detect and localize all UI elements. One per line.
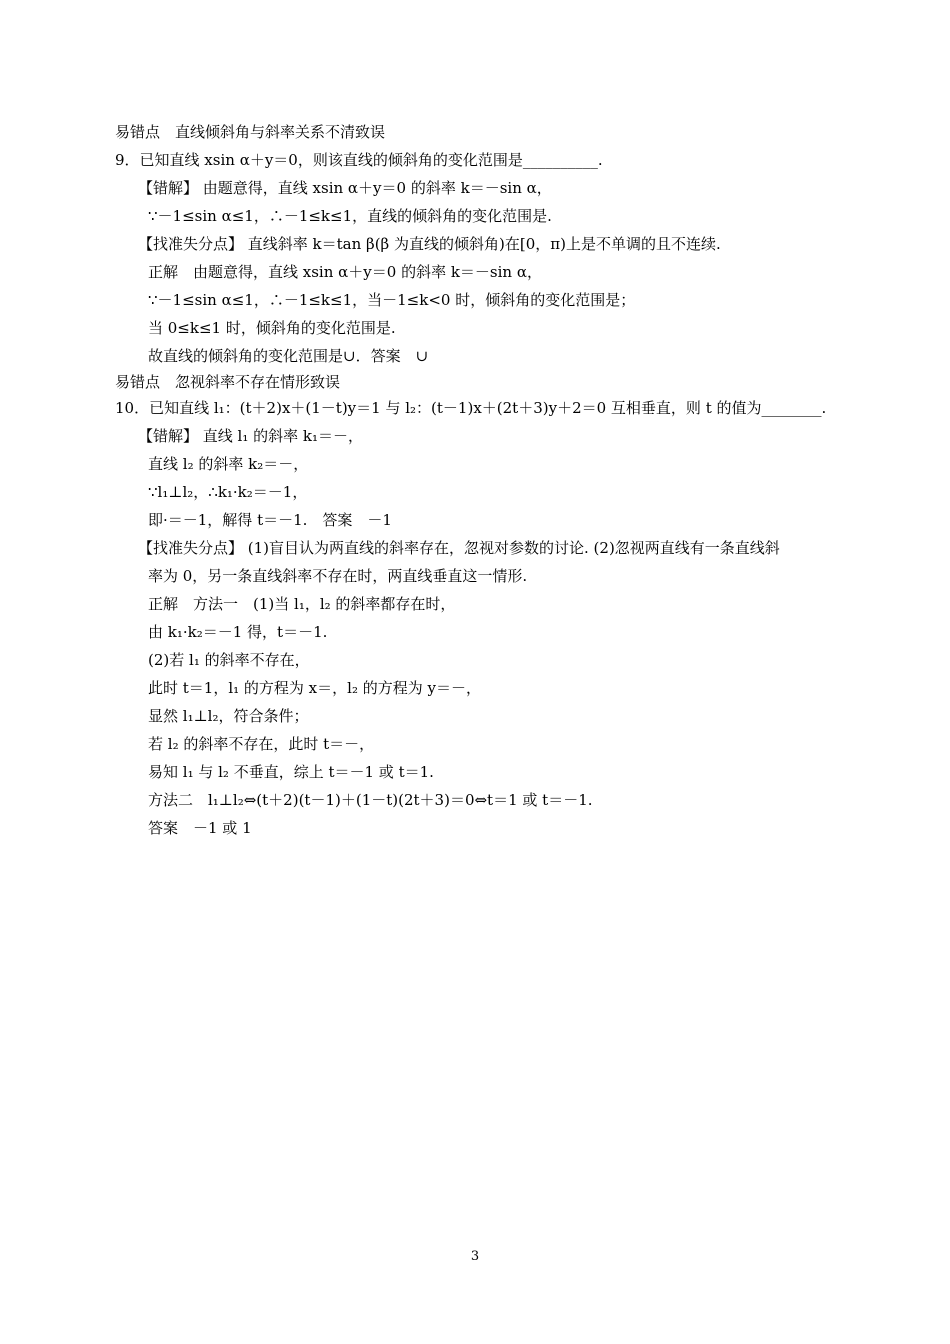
correct-solution-line: 正解 由题意得，直线 xsin α＋y＝0 的斜率 k＝－sin α， bbox=[148, 263, 542, 281]
answer-line: 故直线的倾斜角的变化范围是∪．答案 ∪ bbox=[148, 347, 429, 365]
wrong-solution-line: 直线 l₂ 的斜率 k₂＝－， bbox=[148, 455, 309, 473]
correct-solution-line: (2)若 l₁ 的斜率不存在， bbox=[148, 651, 310, 669]
correct-solution-line: 正解 方法一 (1)当 l₁，l₂ 的斜率都存在时， bbox=[148, 595, 456, 613]
wrong-solution-line: 即·＝－1，解得 t＝－1. 答案 －1 bbox=[148, 511, 392, 529]
correct-solution-line: 显然 l₁⊥l₂，符合条件； bbox=[148, 707, 309, 725]
correct-solution-line: ∵－1≤sin α≤1，∴－1≤k≤1，当－1≤k<0 时，倾斜角的变化范围是； bbox=[148, 291, 636, 309]
wrong-solution-line: 【错解】 由题意得，直线 xsin α＋y＝0 的斜率 k＝－sin α， bbox=[138, 179, 552, 197]
answer-line: 答案 －1 或 1 bbox=[148, 819, 252, 837]
error-point-line: 【找准失分点】 (1)盲目认为两直线的斜率存在，忽视对参数的讨论. (2)忽视两直线有一条直线斜 bbox=[138, 539, 780, 557]
correct-solution-line: 此时 t＝1，l₁ 的方程为 x＝，l₂ 的方程为 y＝－， bbox=[148, 679, 481, 697]
wrong-solution-line: ∵l₁⊥l₂，∴k₁·k₂＝－1， bbox=[148, 483, 308, 501]
question-10: 10．已知直线 l₁：(t＋2)x＋(1－t)y＝1 与 l₂：(t－1)x＋(2t＋3)y＋2＝0 互相垂直，则 t 的值为________. bbox=[115, 399, 827, 417]
section-heading: 易错点 直线倾斜角与斜率关系不清致误 bbox=[115, 123, 386, 141]
correct-solution-line: 易知 l₁ 与 l₂ 不垂直，综上 t＝－1 或 t＝1. bbox=[148, 763, 434, 781]
page-number: 3 bbox=[470, 1249, 480, 1264]
wrong-solution-line: ∵－1≤sin α≤1，∴－1≤k≤1，直线的倾斜角的变化范围是. bbox=[148, 207, 552, 225]
question-9: 9．已知直线 xsin α＋y＝0，则该直线的倾斜角的变化范围是__________. bbox=[115, 151, 603, 169]
error-point-line: 率为 0，另一条直线斜率不存在时，两直线垂直这一情形. bbox=[148, 567, 528, 585]
section-heading: 易错点 忽视斜率不存在情形致误 bbox=[115, 373, 341, 391]
error-point-line: 【找准失分点】 直线斜率 k＝tan β(β 为直线的倾斜角)在[0，π)上是不单调的且不连续. bbox=[138, 235, 721, 253]
correct-solution-line: 当 0≤k≤1 时，倾斜角的变化范围是. bbox=[148, 319, 396, 337]
wrong-solution-line: 【错解】 直线 l₁ 的斜率 k₁＝－， bbox=[138, 427, 363, 445]
correct-solution-line: 方法二 l₁⊥l₂⇔(t＋2)(t－1)＋(1－t)(2t＋3)＝0⇔t＝1 或 t＝－1. bbox=[148, 791, 593, 809]
correct-solution-line: 由 k₁·k₂＝－1 得，t＝－1. bbox=[148, 623, 328, 641]
correct-solution-line: 若 l₂ 的斜率不存在，此时 t＝－， bbox=[148, 735, 375, 753]
